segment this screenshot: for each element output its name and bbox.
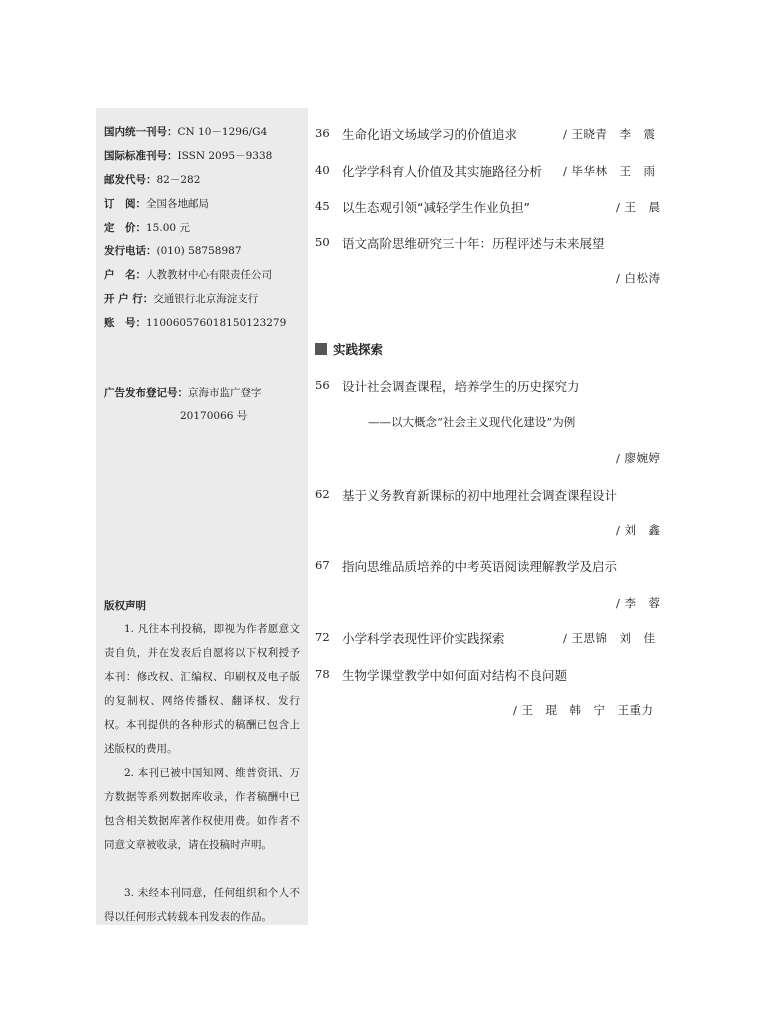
section-square-icon: [315, 343, 327, 355]
phone-label: 发行电话：: [104, 245, 157, 257]
section-header: [315, 342, 383, 356]
price-label: [104, 220, 146, 236]
toc-page-number: 45: [315, 199, 330, 213]
price-value: 15.00 元: [146, 222, 190, 234]
intl-number-label: 国际标准刊号：: [104, 150, 178, 162]
intl-number-value: ISSN 2095－9338: [177, 150, 273, 162]
postal-code-label: 邮发代号：: [104, 174, 157, 186]
domestic-number-row: [104, 124, 267, 140]
toc-page-number: 62: [315, 487, 330, 501]
toc-author: / 刘 鑫: [616, 523, 661, 537]
toc-author: / 王 晨: [616, 200, 661, 214]
toc-page-number: 72: [315, 630, 330, 644]
toc-article-title[interactable]: 语文高阶思维研究三十年：历程评述与未来展望: [342, 236, 605, 251]
account-name-label-2: 名：: [125, 269, 146, 281]
account-name-label: [104, 267, 146, 283]
domestic-number-label: 国内统一刊号：: [104, 126, 178, 138]
phone-row: [104, 243, 242, 259]
toc-author: / 白松涛: [616, 271, 661, 285]
domestic-number-value: CN 10－1296/G4: [177, 126, 268, 138]
price-row: [104, 220, 190, 236]
toc-author: / 毕华林 王 雨: [563, 164, 656, 178]
toc-author: / 王思锦 刘 佳: [563, 631, 656, 645]
order-row: [104, 196, 209, 212]
account-number-value: 110060576018150123279: [146, 317, 287, 329]
bank-row: [104, 291, 258, 307]
toc-author: / 廖婉婷: [616, 451, 661, 465]
toc-article-title[interactable]: 以生态观引领“减轻学生作业负担”: [342, 200, 530, 215]
bank-value: 交通银行北京海淀支行: [153, 293, 259, 305]
intl-number-row: [104, 148, 272, 164]
bank-label: 开 户 行：: [104, 293, 154, 305]
order-label-1: 订: [104, 198, 115, 210]
toc-article-title[interactable]: 生物学课堂教学中如何面对结构不良问题: [342, 668, 568, 683]
toc-article-title[interactable]: 设计社会调查课程，培养学生的历史探究力: [342, 379, 580, 394]
copyright-title: 版权声明: [104, 600, 146, 612]
toc-page-number: 36: [315, 126, 330, 140]
postal-code-row: [104, 172, 200, 188]
toc-page-number: 50: [315, 235, 330, 249]
ad-license-value-line2: 20170066 号: [180, 410, 248, 422]
toc-page-number: 67: [315, 558, 330, 572]
toc-article-title[interactable]: 小学科学表现性评价实践探索: [342, 631, 505, 646]
postal-code-value: 82－282: [156, 174, 201, 186]
order-value: 全国各地邮局: [146, 198, 209, 210]
copyright-paragraph-3: 3. 未经本刊同意，任何组织和个人不得以任何形式转载本刊发表的作品。: [104, 887, 300, 923]
toc-article-title[interactable]: 指向思维品质培养的中考英语阅读理解教学及启示: [342, 559, 618, 574]
account-name-row: [104, 267, 272, 283]
toc-author: / 李 蓉: [616, 596, 661, 610]
account-number-label-1: 账: [104, 317, 115, 329]
toc-author: / 王晓青 李 震: [563, 127, 656, 141]
toc-article-title[interactable]: 基于义务教育新课标的初中地理社会调查课程设计: [342, 488, 618, 503]
ad-license-label: 广告发布登记号：: [104, 387, 188, 399]
account-number-label-2: 号：: [125, 317, 146, 329]
toc-page-number: 56: [315, 378, 330, 392]
order-label-2: 阅：: [125, 198, 146, 210]
account-name-label-1: 户: [104, 269, 115, 281]
price-label-1: 定: [104, 222, 115, 234]
copyright-paragraph-2: 2. 本刊已被中国知网、维普资讯、万方数据等系列数据库收录，作者稿酬中已包含相关数据库著作权使用费。如作者不同意文章被收录，请在投稿时声明。: [104, 767, 300, 851]
ad-license-row: [104, 385, 262, 401]
ad-license-value-line1: 京海市监广登字: [188, 387, 262, 399]
order-label: [104, 196, 146, 212]
toc-page-number: 78: [315, 667, 330, 681]
account-number-row: [104, 315, 286, 331]
account-number-label: [104, 315, 146, 331]
price-label-2: 价：: [125, 222, 146, 234]
toc-page-number: 40: [315, 163, 330, 177]
section-title: 实践探索: [333, 342, 384, 357]
toc-article-title[interactable]: 化学学科育人价值及其实施路径分析: [342, 164, 543, 179]
toc-article-subtitle: ——以大概念“社会主义现代化建设”为例: [368, 415, 576, 429]
account-name-value: 人教教材中心有限责任公司: [146, 269, 272, 281]
copyright-paragraph-1: 1. 凡往本刊投稿，即视为作者愿意文责自负，并在发表后自愿将以下权利授予本刊：修改权、汇编权、印刷权及电子版的复制权、网络传播权、翻译权、发行权。本刊提供的各种形式的稿酬已包含上述版权的费用。: [104, 623, 300, 755]
phone-value: (010) 58758987: [156, 245, 242, 257]
toc-article-title[interactable]: 生命化语文场域学习的价值追求: [342, 127, 518, 142]
toc-author: / 王 琨 韩 宁 王重力: [513, 703, 654, 717]
